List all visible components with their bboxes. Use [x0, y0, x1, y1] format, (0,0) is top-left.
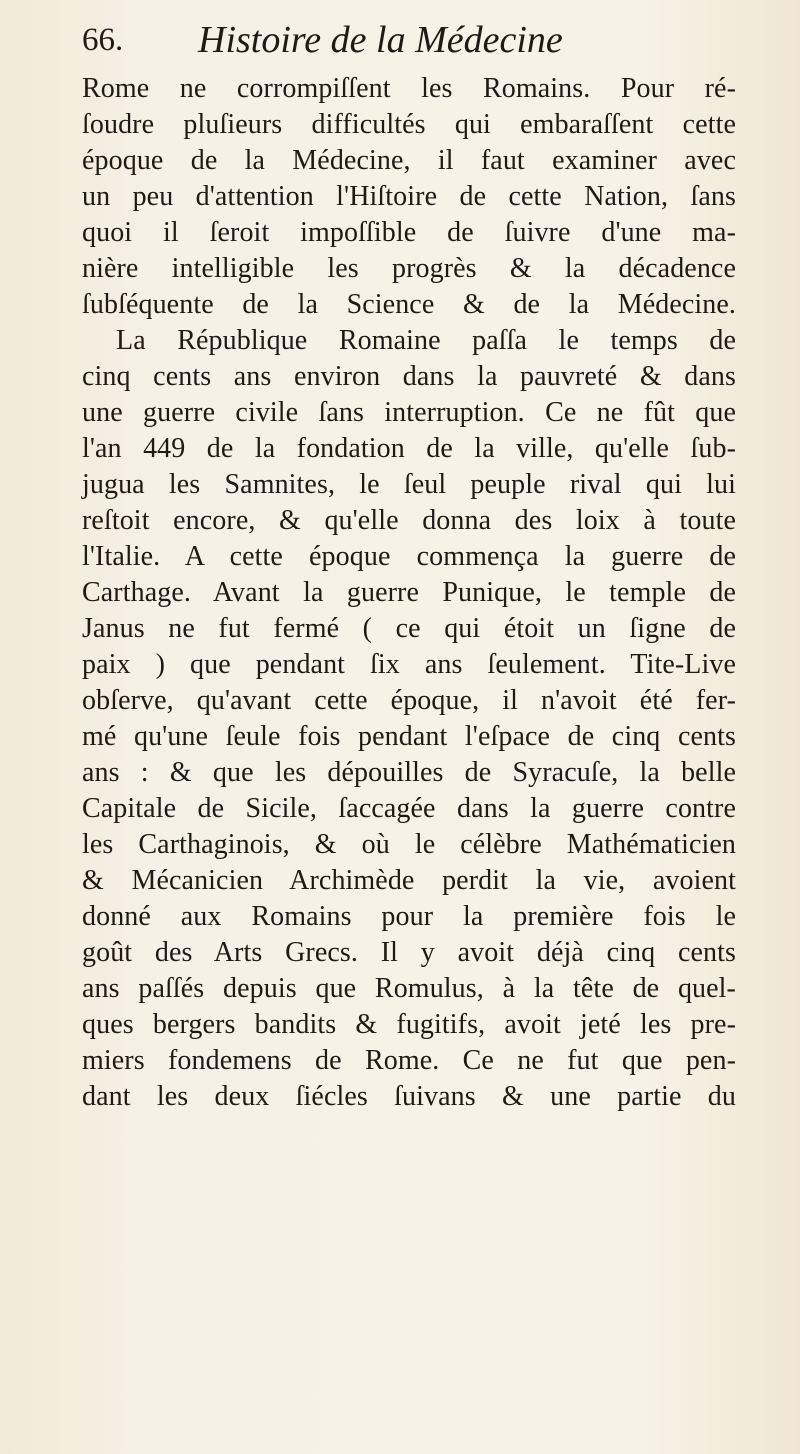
text-line: un peu d'attention l'Hiſtoire de cette Nation, ſans — [82, 181, 736, 212]
text-line: Capitale de Sicile, ſaccagée dans la guerre contre — [82, 793, 736, 824]
text-line: ans : & que les dépouilles de Syracuſe, la belle — [82, 757, 736, 788]
text-line: époque de la Médecine, il faut examiner avec — [82, 145, 736, 176]
text-line: & Mécanicien Archimède perdit la vie, avoient — [82, 865, 736, 896]
text-line: Carthage. Avant la guerre Punique, le temple de — [82, 577, 736, 608]
text-line: l'Italie. A cette époque commença la guerre de — [82, 541, 736, 572]
text-line: cinq cents ans environ dans la pauvreté & dans — [82, 361, 736, 392]
text-line: Rome ne corrompiſſent les Romains. Pour ré- — [82, 73, 736, 104]
body-text — [0, 70, 800, 1112]
text-line: nière intelligible les progrès & la décadence — [82, 253, 736, 284]
text-line: obſerve, qu'avant cette époque, il n'avoit été fer- — [82, 685, 736, 716]
text-line: Janus ne fut fermé ( ce qui étoit un ſigne de — [82, 613, 736, 644]
text-line: mé qu'une ſeule fois pendant l'eſpace de cinq cents — [82, 721, 736, 752]
text-line: miers fondemens de Rome. Ce ne fut que pen- — [82, 1045, 736, 1076]
text-line: donné aux Romains pour la première fois le — [82, 901, 736, 932]
text-line: paix ) que pendant ſix ans ſeulement. Tite-Live — [82, 649, 736, 680]
text-line: quoi il ſeroit impoſſible de ſuivre d'une ma- — [82, 217, 736, 248]
page-number: 66. — [82, 22, 124, 58]
text-line: dant les deux ſiécles ſuivans & une partie du — [82, 1081, 736, 1112]
text-line: ans paſſés depuis que Romulus, à la tête de quel- — [82, 973, 736, 1004]
text-line: La République Romaine paſſa le temps de — [116, 325, 736, 356]
text-line: les Carthaginois, & où le célèbre Mathématicien — [82, 829, 736, 860]
page-header — [82, 10, 742, 70]
text-line: goût des Arts Grecs. Il y avoit déjà cinq cents — [82, 937, 736, 968]
text-line: ques bergers bandits & fugitifs, avoit jeté les pre- — [82, 1009, 736, 1040]
text-line: une guerre civile ſans interruption. Ce ne fût que — [82, 397, 736, 428]
text-line: l'an 449 de la fondation de la ville, qu'elle ſub- — [82, 433, 736, 464]
running-title: Histoire de la Médecine — [198, 19, 563, 61]
text-line: ſubſéquente de la Science & de la Médecine. — [82, 289, 736, 320]
text-line: ſoudre pluſieurs difficultés qui embaraſſent cette — [82, 109, 736, 140]
text-line: reſtoit encore, & qu'elle donna des loix à toute — [82, 505, 736, 536]
text-line: jugua les Samnites, le ſeul peuple rival qui lui — [82, 469, 736, 500]
